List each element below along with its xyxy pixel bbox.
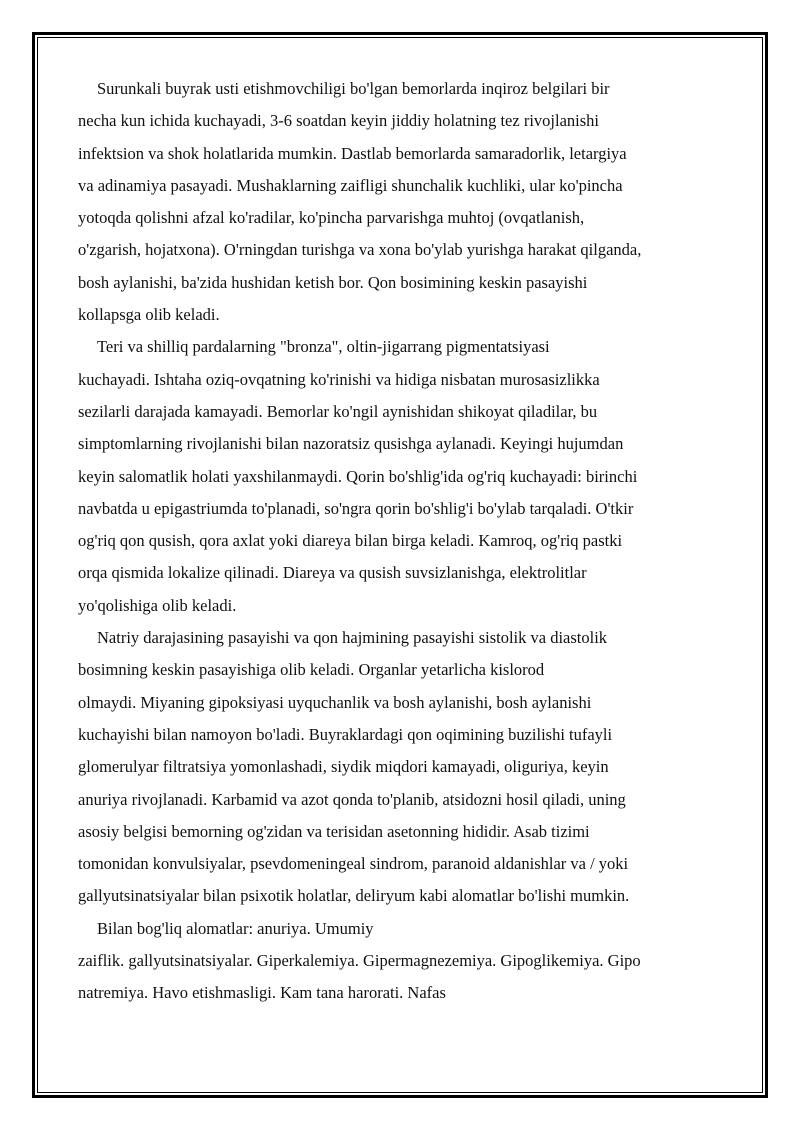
text-line: og'riq qon qusish, qora axlat yoki diareya bilan birga keladi. Kamroq, og'riq pastki: [78, 531, 623, 551]
paragraph: [78, 913, 728, 1010]
paragraph: [78, 331, 728, 622]
text-line: o'zgarish, hojatxona). O'rningdan turishga va xona bo'ylab yurishga harakat qilganda,: [78, 240, 642, 260]
text-line: Teri va shilliq pardalarning "bronza", oltin-jigarrang pigmentatsiyasi: [97, 337, 550, 357]
text-line: kuchayishi bilan namoyon bo'ladi. Buyraklardagi qon oqimining buzilishi tufayli: [78, 724, 613, 744]
text-line: infektsion va shok holatlarida mumkin. Dastlab bemorlarda samaradorlik, letargiya: [78, 143, 627, 163]
text-line: Bilan bog'liq alomatlar: anuriya. Umumiy: [97, 918, 374, 938]
text-line: simptomlarning rivojlanishi bilan nazoratsiz qusishga aylanadi. Keyingi hujumdan: [78, 434, 624, 454]
text-line: navbatda u epigastriumda to'planadi, so'ngra qorin bo'shlig'i bo'ylab tarqaladi. O'tkir: [78, 498, 634, 518]
text-line: tomonidan konvulsiyalar, psevdomeningeal sindrom, paranoid aldanishlar va / yoki: [78, 854, 629, 874]
text-line: sezilarli darajada kamayadi. Bemorlar ko'ngil aynishidan shikoyat qiladilar, bu: [78, 401, 598, 421]
text-line: zaiflik. gallyutsinatsiyalar. Giperkalemiya. Gipermagnezemiya. Gipoglikemiya. Gipo: [78, 951, 641, 971]
text-line: asosiy belgisi bemorning og'zidan va terisidan asetonning hididir. Asab tizimi: [78, 821, 590, 841]
document-body: [78, 73, 728, 1010]
text-line: yotoqda qolishni afzal ko'radilar, ko'pincha parvarishga muhtoj (ovqatlanish,: [78, 208, 585, 228]
text-line: kollapsga olib keladi.: [78, 305, 220, 325]
text-line: natremiya. Havo etishmasligi. Kam tana harorati. Nafas: [78, 983, 446, 1003]
text-line: anuriya rivojlanadi. Karbamid va azot qonda to'planib, atsidozni hosil qiladi, uning: [78, 789, 626, 809]
text-line: va adinamiya pasayadi. Mushaklarning zaifligi shunchalik kuchliki, ular ko'pincha: [78, 175, 623, 195]
text-line: glomerulyar filtratsiya yomonlashadi, siydik miqdori kamayadi, oliguriya, keyin: [78, 757, 609, 777]
text-line: yo'qolishiga olib keladi.: [78, 595, 237, 615]
text-line: Surunkali buyrak usti etishmovchiligi bo'lgan bemorlarda inqiroz belgilari bir: [97, 79, 610, 98]
text-line: orqa qismida lokalize qilinadi. Diareya va qusish suvsizlanishga, elektrolitlar: [78, 563, 587, 583]
text-line: olmaydi. Miyaning gipoksiyasi uyquchanlik va bosh aylanishi, bosh aylanishi: [78, 692, 592, 712]
text-line: gallyutsinatsiyalar bilan psixotik holatlar, deliryum kabi alomatlar bo'lishi mumkin.: [78, 886, 630, 906]
text-line: keyin salomatlik holati yaxshilanmaydi. Qorin bo'shlig'ida og'riq kuchayadi: birinchi: [78, 466, 638, 486]
paragraph: [78, 73, 728, 331]
paragraph: [78, 622, 728, 913]
text-line: necha kun ichida kuchayadi, 3-6 soatdan keyin jiddiy holatning tez rivojlanishi: [78, 111, 599, 131]
text-line: bosimning keskin pasayishiga olib keladi. Organlar yetarlicha kislorod: [78, 660, 545, 680]
text-line: kuchayadi. Ishtaha oziq-ovqatning ko'rinishi va hidiga nisbatan murosasizlikka: [78, 369, 600, 389]
text-line: Natriy darajasining pasayishi va qon hajmining pasayishi sistolik va diastolik: [97, 628, 608, 648]
text-line: bosh aylanishi, ba'zida hushidan ketish bor. Qon bosimining keskin pasayishi: [78, 272, 588, 292]
